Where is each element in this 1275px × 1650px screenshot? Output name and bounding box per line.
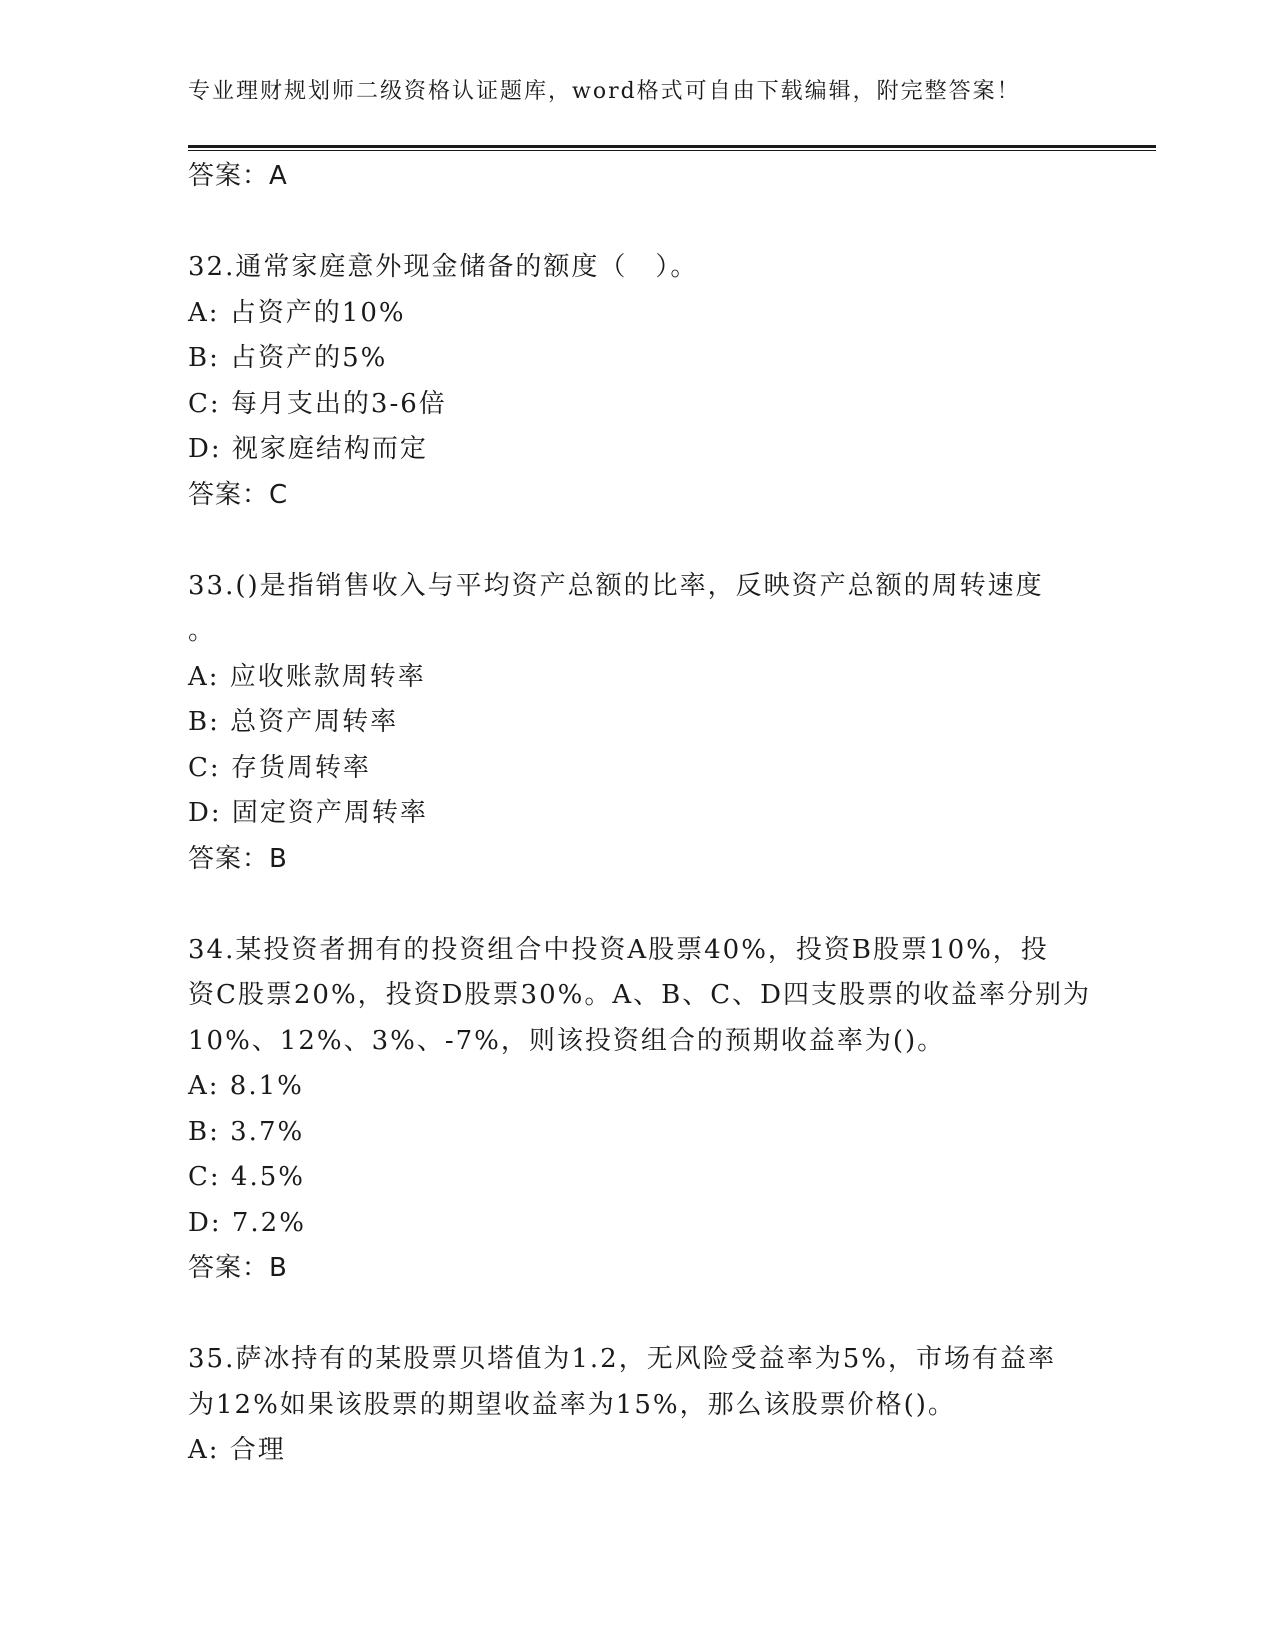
page-header: 专业理财规划师二级资格认证题库，word格式可自由下载编辑，附完整答案！ — [188, 79, 1021, 104]
answer: 答案：C — [188, 479, 289, 510]
option-a: A: 合理 — [188, 1435, 286, 1465]
question-34 — [188, 928, 1091, 1292]
question-text: 32.通常家庭意外现金储备的额度（ ）。 — [188, 252, 699, 282]
question-text-continued: 。 — [188, 616, 217, 646]
option-c: C: 每月支出的3-6倍 — [188, 388, 447, 419]
option-a: A: 占资产的10% — [188, 297, 406, 328]
spacer — [188, 518, 1088, 564]
spacer — [188, 1292, 1088, 1338]
previous-answer: 答案：A — [188, 161, 288, 191]
question-text-continued: 10%、12%、3%、-7%，则该投资组合的预期收益率为()。 — [188, 1025, 946, 1056]
question-text: 34.某投资者拥有的投资组合中投资A股票40%，投资B股票10%，投 — [188, 934, 1049, 965]
option-d: D: 7.2% — [188, 1207, 306, 1238]
question-text: 35.萨冰持有的某股票贝塔值为1.2，无风险受益率为5%，市场有益率 — [188, 1344, 1056, 1374]
option-b: B: 占资产的5% — [188, 343, 388, 373]
option-d: D: 固定资产周转率 — [188, 798, 428, 828]
option-c: C: 存货周转率 — [188, 752, 371, 783]
header-rule-thin — [188, 150, 1156, 151]
question-text: 33.()是指销售收入与平均资产总额的比率，反映资产总额的周转速度 — [188, 570, 1044, 601]
answer: 答案：B — [188, 1253, 288, 1283]
option-a: A: 应收账款周转率 — [188, 661, 426, 692]
spacer — [188, 200, 1088, 246]
option-b: B: 3.7% — [188, 1116, 305, 1147]
option-b: B: 总资产周转率 — [188, 707, 399, 737]
option-c: C: 4.5% — [188, 1162, 305, 1192]
question-32 — [188, 245, 1088, 518]
document-body — [188, 154, 1091, 1474]
question-35 — [188, 1337, 1088, 1474]
question-text-continued: 资C股票20%，投资D股票30%。A、B、C、D四支股票的收益率分别为 — [188, 980, 1091, 1010]
option-a: A: 8.1% — [188, 1071, 304, 1101]
answer: 答案：B — [188, 843, 288, 874]
question-33 — [188, 564, 1088, 883]
option-d: D: 视家庭结构而定 — [188, 434, 428, 464]
question-text-continued: 为12%如果该股票的期望收益率为15%，那么该股票价格()。 — [188, 1389, 956, 1420]
spacer — [188, 882, 1088, 928]
header-rule-thick — [188, 145, 1156, 148]
